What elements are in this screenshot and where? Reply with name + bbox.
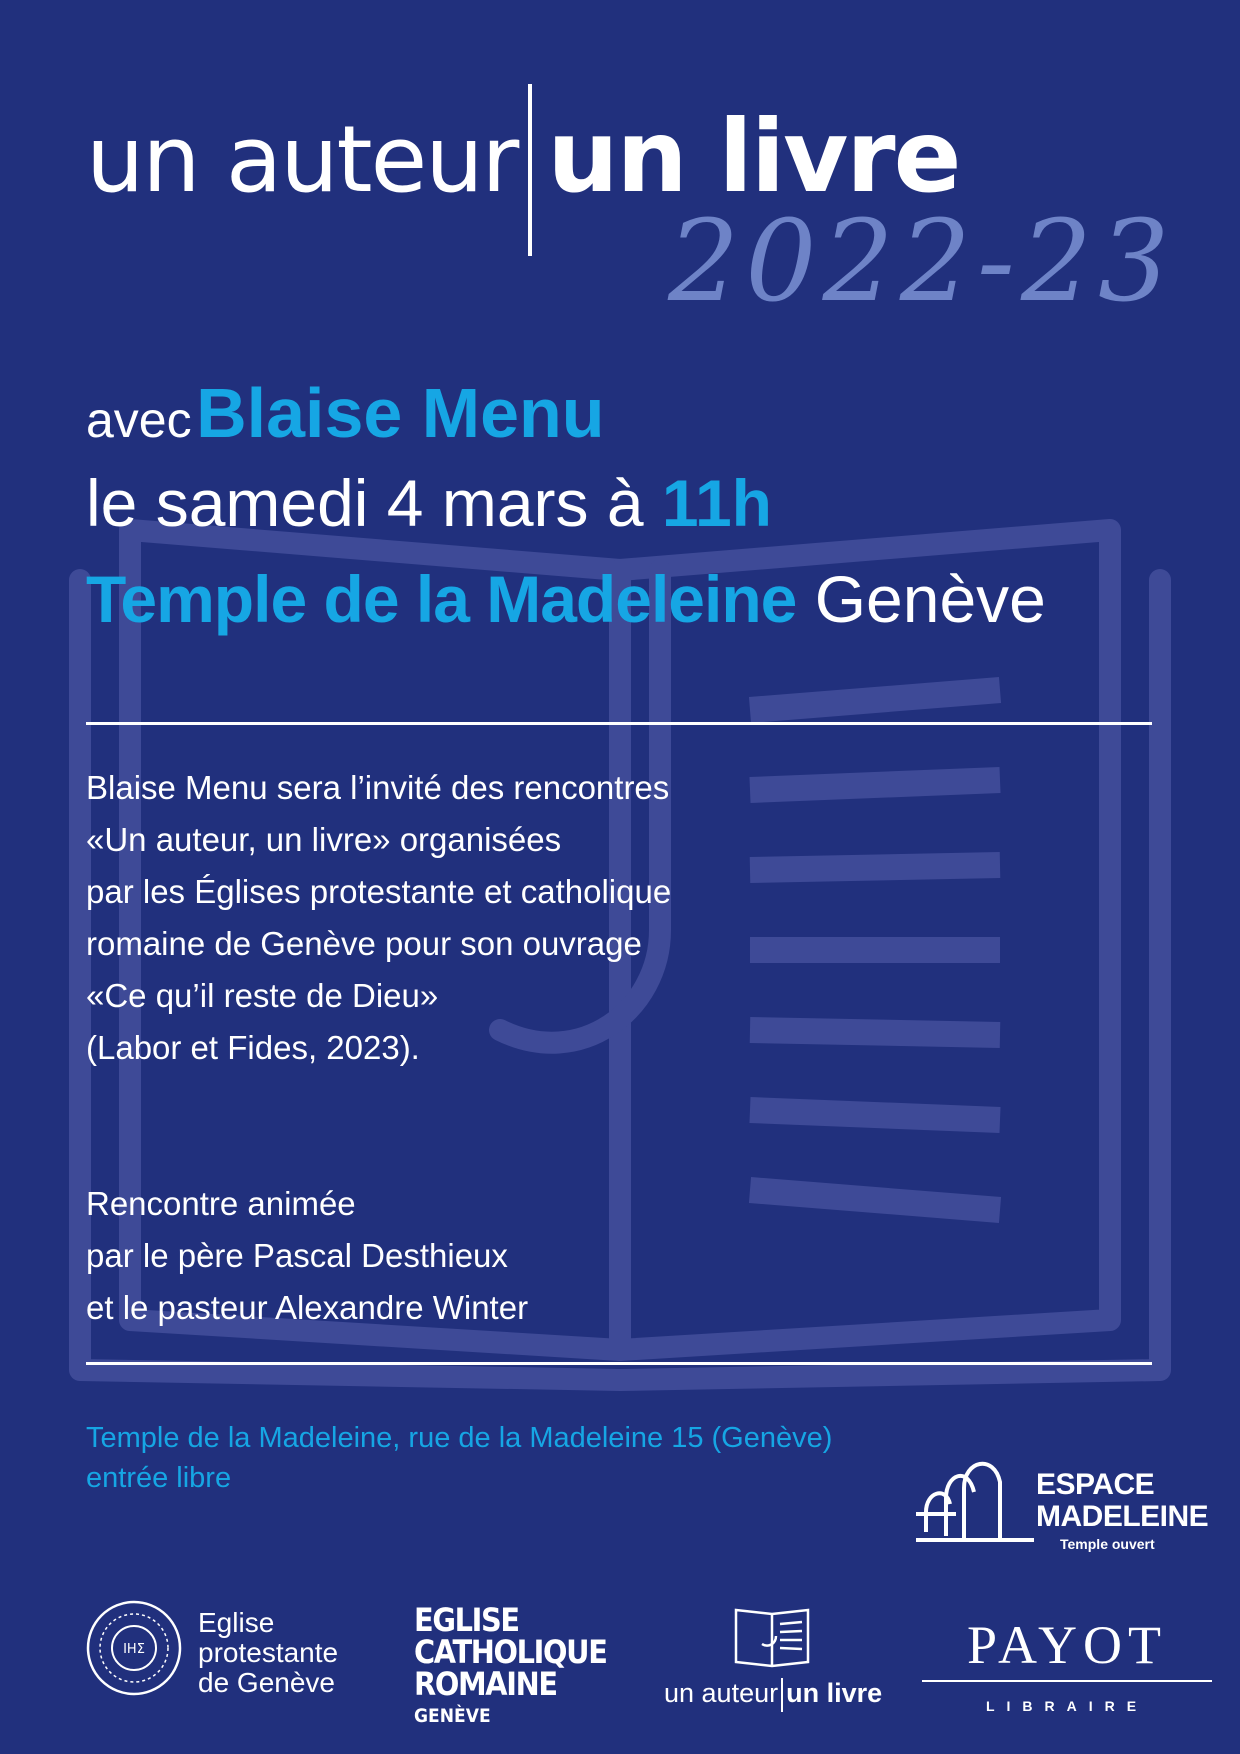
arches-icon — [916, 1452, 1036, 1548]
series-logo-text — [664, 1678, 882, 1712]
payot-sub: LIBRAIRE — [985, 1698, 1149, 1714]
series-title-bold: un livre — [547, 98, 960, 215]
description-line: Blaise Menu sera l’invité des rencontres — [86, 769, 670, 806]
epg-line1: Eglise — [198, 1607, 275, 1638]
event-time: 11h — [661, 466, 772, 540]
seal-icon — [86, 1600, 182, 1696]
seal-text: IHΣ — [123, 1642, 145, 1657]
with-label: avec — [86, 392, 192, 448]
description-line: «Ce qu’il reste de Dieu» — [86, 977, 439, 1014]
title-divider — [528, 84, 532, 256]
ecr-line2: CATHOLIQUE — [414, 1633, 607, 1671]
author-name: Blaise Menu — [196, 374, 605, 452]
open-book-icon — [732, 1604, 812, 1670]
espace-line1: ESPACE — [1036, 1468, 1155, 1501]
moderation-line: par le père Pascal Desthieux — [86, 1237, 508, 1274]
series-logo-bold: un livre — [786, 1678, 883, 1709]
season-label: 2022-23 — [668, 197, 1176, 327]
series-title — [86, 98, 960, 215]
date-line — [86, 466, 772, 540]
description-line: «Un auteur, un livre» organisées — [86, 821, 562, 858]
payot-underline — [922, 1680, 1212, 1682]
moderation-line: et le pasteur Alexandre Winter — [86, 1289, 529, 1326]
description-line: romaine de Genève pour son ouvrage — [86, 925, 642, 962]
epg-text — [198, 1608, 338, 1698]
moderation-line: Rencontre animée — [86, 1185, 356, 1222]
espace-line2: MADELEINE — [1036, 1500, 1209, 1533]
epg-line2: protestante — [198, 1637, 339, 1668]
description — [86, 762, 671, 1074]
payot-logo — [922, 1615, 1212, 1714]
description-line: (Labor et Fides, 2023). — [86, 1029, 420, 1066]
catholic-church-logo — [414, 1601, 628, 1732]
payot-name: PAYOT — [966, 1615, 1168, 1675]
ecr-line3: ROMAINE — [414, 1665, 557, 1703]
venue-line — [86, 562, 1046, 636]
epg-line3: de Genève — [198, 1667, 335, 1698]
ecr-line1: EGLISE — [414, 1601, 519, 1639]
practical-info — [86, 1418, 832, 1498]
moderation — [86, 1178, 528, 1334]
entry-info: entrée libre — [86, 1462, 232, 1494]
series-logo-light: un auteur — [664, 1678, 779, 1709]
espace-tagline: Temple ouvert — [1060, 1536, 1155, 1552]
guest-line — [86, 374, 605, 452]
event-venue: Temple de la Madeleine — [86, 562, 797, 636]
description-line: par les Églises protestante et catholique — [86, 873, 672, 910]
series-title-light: un auteur — [86, 106, 518, 213]
event-city: Genève — [814, 562, 1046, 636]
ecr-line4: GENÈVE — [414, 1705, 491, 1727]
address: Temple de la Madeleine, rue de la Madeleine 15 (Genève) — [86, 1422, 833, 1454]
divider-bottom — [86, 1362, 1152, 1365]
event-date: le samedi 4 mars à — [86, 466, 644, 540]
divider-top — [86, 722, 1152, 725]
